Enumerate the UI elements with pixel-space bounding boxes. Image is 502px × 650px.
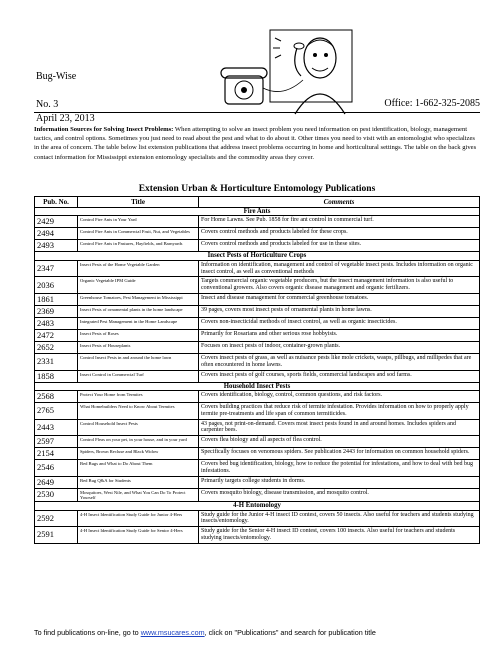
table-row	[35, 488, 480, 501]
pub-comment: Covers control methods and products labeled for use in these sites.	[199, 240, 480, 252]
pub-number: 2036	[35, 277, 78, 294]
pub-title: What Homebuilders Need to Know About Termites	[78, 403, 199, 420]
pub-comment: Covers insect pests of golf courses, sports fields, commercial landscapes and sod farms.	[199, 370, 480, 382]
pub-number: 2494	[35, 228, 78, 240]
table-row	[35, 460, 480, 477]
table-row	[35, 277, 480, 294]
pub-comment: Covers insect pests of grass, as well as nuisance pests like mole crickets, wasps, pillbugs, and millipedes that are often encountered in home lawns.	[199, 354, 480, 371]
masthead	[36, 70, 95, 126]
pub-number: 2369	[35, 306, 78, 318]
pub-title: Insect Pests of ornamental plants in the home landscape	[78, 306, 199, 318]
pub-comment: For Home Lawns. See Pub. 1858 for fire ant control in commercial turf.	[199, 216, 480, 228]
pub-no-header: Pub. No.	[35, 197, 78, 208]
table-row	[35, 403, 480, 420]
pub-title: Organic Vegetable IPM Guide	[78, 277, 199, 294]
pub-comment: Study guide for the Junior 4-H insect ID contest, covers 50 insects. Also useful for teachers and students studying insects/entomology.	[199, 510, 480, 527]
pub-comment: Insect and disease management for commercial greenhouse tomatoes.	[199, 294, 480, 306]
pub-title: Insect Pests of Houseplants	[78, 342, 199, 354]
table-row	[35, 306, 480, 318]
pub-title: Control Household Insect Pests	[78, 419, 199, 436]
intro-body: When attempting to solve an insect problem you need information on pest identification, biology, management tactics, and control options. Sometimes you just need to read about the pest and what to do about it. Other times you need to visit with an entomologist who specializes in the area of concern. The table below list extension publications that address insect problems occurring in home and horticultural settings. The table on the back gives contact information for Mississippi extension entomology specialists and the commodity areas they cover.	[34, 126, 477, 161]
pub-title: Mosquitoes, West Nile, and What You Can Do To Protect Yourself	[78, 488, 199, 501]
pub-number: 1858	[35, 370, 78, 382]
office-phone: Office: 1-662-325-2085	[384, 98, 480, 109]
pub-number: 2493	[35, 240, 78, 252]
table-row	[35, 228, 480, 240]
pub-title: Insect Control in Commercial Turf	[78, 370, 199, 382]
pub-number: 2649	[35, 476, 78, 488]
pub-title: Bed Bugs and What to Do About Them	[78, 460, 199, 477]
pub-comment: 43 pages, not print-on-demand. Covers most insect pests found in and around homes. Includes spiders and carpenter bees.	[199, 419, 480, 436]
table-header-row	[35, 197, 480, 208]
pub-title: Spiders, Brown Recluse and Black Widow	[78, 448, 199, 460]
pub-number: 2592	[35, 510, 78, 527]
pub-comment: Covers bed bug identification, biology, how to reduce the potential for infestations, and how to deal with bed bug infestations.	[199, 460, 480, 477]
pub-comment: Targets commercial organic vegetable producers, but the insect management information is also useful to conventional growers. Also covers organic disease management and organic fertilizers.	[199, 277, 480, 294]
comments-header: Comments	[199, 197, 480, 208]
intro-lead: Information Sources for Solving Insect Problems:	[34, 126, 174, 133]
pub-title: 4-H Insect Identification Study Guide for Junior 4-Hers	[78, 510, 199, 527]
section-header-row	[35, 252, 480, 260]
title-header: Title	[78, 197, 199, 208]
pub-number: 2331	[35, 354, 78, 371]
footer-text-before: To find publications on-line, go to	[34, 628, 141, 637]
pub-comment: Covers building practices that reduce risk of termite infestation. Provides information on how to properly apply termite pre-treatments and life span of common termiticides.	[199, 403, 480, 420]
pub-title: Control Fire Ants in Your Yard	[78, 216, 199, 228]
intro-paragraph	[34, 125, 480, 162]
section-heading: Insect Pests of Horticulture Crops	[35, 252, 480, 260]
footer-note	[34, 628, 376, 637]
pub-number: 2597	[35, 436, 78, 448]
newsletter-name: Bug-Wise	[36, 71, 77, 82]
table-row	[35, 330, 480, 342]
pub-comment: Specifically focuses on venomous spiders. See publication 2443 for information on common household spiders.	[199, 448, 480, 460]
pub-number: 2347	[35, 260, 78, 277]
table-row	[35, 342, 480, 354]
pub-title: Control Fleas on your pet, in your house, and in your yard	[78, 436, 199, 448]
section-heading: Household Insect Pests	[35, 382, 480, 390]
table-body	[35, 208, 480, 544]
pub-number: 2530	[35, 488, 78, 501]
table-row	[35, 354, 480, 371]
pub-title: Protect Your Home from Termites	[78, 391, 199, 403]
section-header-row	[35, 502, 480, 510]
table-row	[35, 294, 480, 306]
pub-number: 2483	[35, 318, 78, 330]
pub-title: Insect Pests of the Home Vegetable Garden	[78, 260, 199, 277]
table-row	[35, 510, 480, 527]
pub-title: Control Fire Ants in Commercial Fruit, Nut, and Vegetables	[78, 228, 199, 240]
pub-comment: Information on identification, management and control of vegetable insect pests. Includes information on organic insect control, as well as conventional methods	[199, 260, 480, 277]
table-row	[35, 216, 480, 228]
table-title: Extension Urban & Horticulture Entomology Publications	[138, 184, 376, 194]
pub-comment: Primarily targets college students in dorms.	[199, 476, 480, 488]
pub-title: Control Fire Ants in Pastures, Hayfields, and Barnyards	[78, 240, 199, 252]
pub-comment: 39 pages, covers most insect pests of ornamental plants in home lawns.	[199, 306, 480, 318]
table-row	[35, 370, 480, 382]
msucares-link[interactable]: www.msucares.com	[140, 628, 205, 637]
publications-table	[34, 196, 480, 544]
table-row	[35, 436, 480, 448]
pub-number: 1861	[35, 294, 78, 306]
table-row	[35, 419, 480, 436]
pub-title: Insect Pests of Roses	[78, 330, 199, 342]
table-row	[35, 448, 480, 460]
pub-title: Greenhouse Tomatoes, Pest Management in Mississippi	[78, 294, 199, 306]
section-heading: Fire Ants	[35, 208, 480, 216]
pub-title: 4-H Insect Identification Study Guide for Senior 4-Hers	[78, 527, 199, 544]
pub-title: Integrated Pest Management in the Home Landscape	[78, 318, 199, 330]
pub-comment: Covers flea biology and all aspects of flea control.	[199, 436, 480, 448]
pub-comment: Study guide for the Senior 4-H insect ID contest, covers 100 insects. Also useful for teachers and students studying insects/entomology.	[199, 527, 480, 544]
pub-comment: Focuses on insect pests of indoor, container-grown plants.	[199, 342, 480, 354]
pub-number: 2472	[35, 330, 78, 342]
pub-comment: Covers mosquito biology, disease transmission, and mosquito control.	[199, 488, 480, 501]
pub-comment: Covers non-insecticidal methods of insect control, as well as organic insecticides.	[199, 318, 480, 330]
pub-number: 2591	[35, 527, 78, 544]
pub-title: Control Insect Pests in and around the home lawn	[78, 354, 199, 371]
table-row	[35, 391, 480, 403]
header-rule	[34, 112, 480, 113]
pub-title: Bed Bug Q&A for Students	[78, 476, 199, 488]
section-header-row	[35, 382, 480, 390]
section-header-row	[35, 208, 480, 216]
pub-number: 2154	[35, 448, 78, 460]
pub-number: 2568	[35, 391, 78, 403]
pub-number: 2765	[35, 403, 78, 420]
table-row	[35, 476, 480, 488]
pub-number: 2546	[35, 460, 78, 477]
issue-number: No. 3	[36, 99, 59, 110]
pub-number: 2652	[35, 342, 78, 354]
table-row	[35, 240, 480, 252]
footer-text-after: , click on "Publications" and search for publication title	[204, 628, 376, 637]
pub-comment: Covers control methods and products labeled for these crops.	[199, 228, 480, 240]
man-with-telephone-cartoon	[215, 28, 355, 118]
table-row	[35, 527, 480, 544]
table-row	[35, 318, 480, 330]
section-heading: 4-H Entomology	[35, 502, 480, 510]
pub-number: 2429	[35, 216, 78, 228]
table-row	[35, 260, 480, 277]
pub-comment: Primarily for Rosarians and other serious rose hobbyists.	[199, 330, 480, 342]
issue-date: April 23, 2013	[36, 113, 95, 124]
pub-comment: Covers identification, biology, control, common questions, and risk factors.	[199, 391, 480, 403]
pub-number: 2443	[35, 419, 78, 436]
